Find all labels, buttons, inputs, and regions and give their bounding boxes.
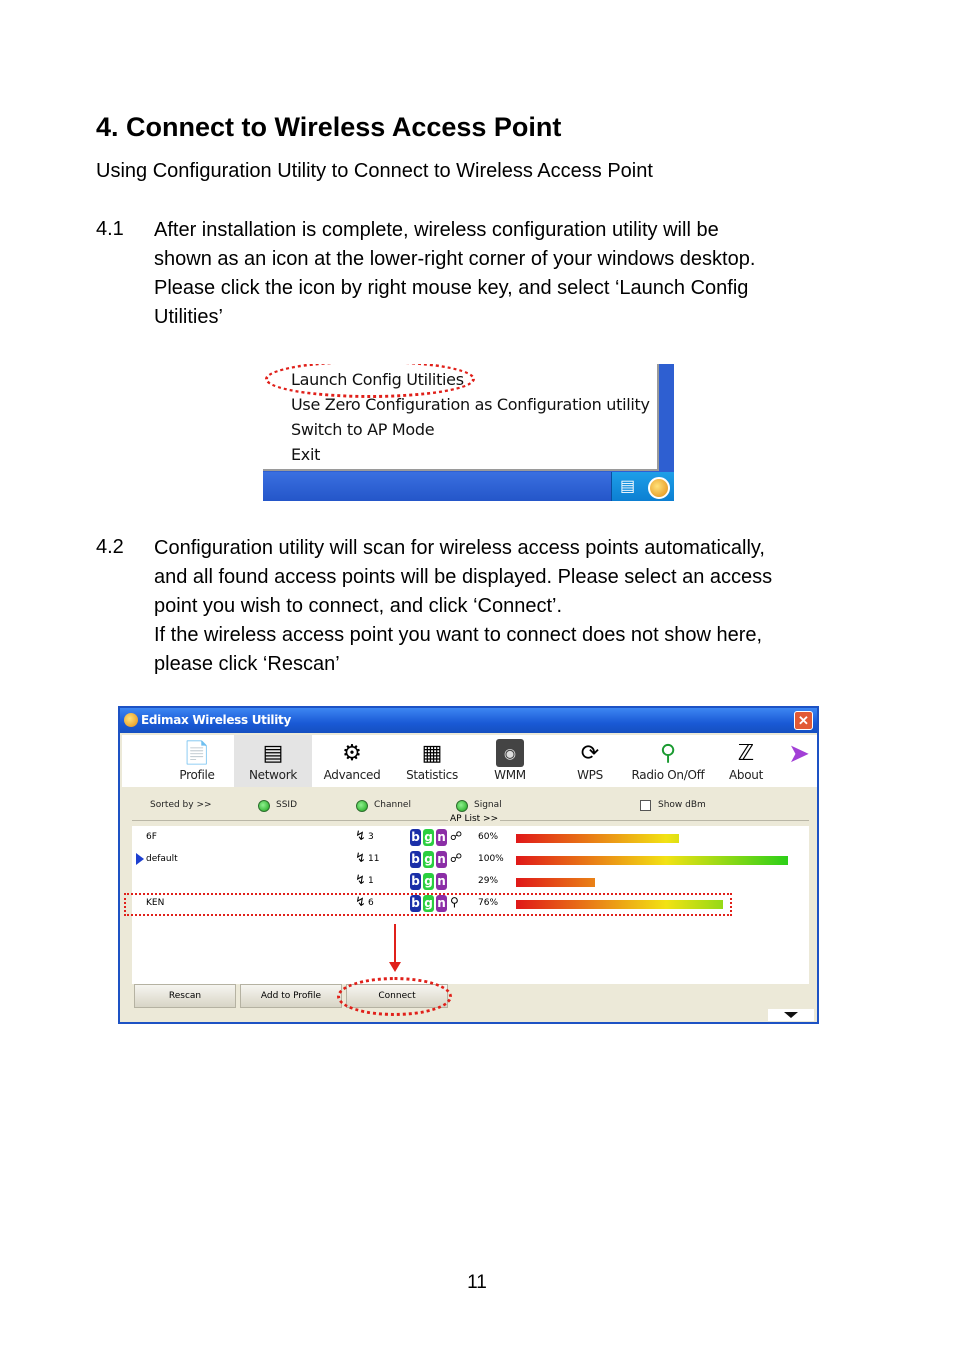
channel: 6 [368, 898, 374, 908]
step-line: After installation is complete, wireless configuration utility will be [154, 219, 719, 241]
mode-g-badge: g [424, 874, 433, 888]
sorted-by-label: Sorted by >> [150, 800, 212, 810]
highlight-selected-row [124, 893, 732, 916]
ssid: 6F [146, 832, 157, 842]
channel-icon: ↯ [355, 829, 366, 844]
network-icon: ▤ [262, 740, 284, 765]
ssid: KEN [146, 898, 165, 908]
step-line: and all found access points will be displayed. Please select an access [154, 566, 773, 588]
signal-percent: 60% [478, 832, 499, 842]
sort-signal-label: Signal [474, 800, 502, 810]
step-line: Utilities’ [154, 306, 223, 328]
step-line: please click ‘Rescan’ [154, 653, 340, 675]
signal-percent: 100% [478, 854, 504, 864]
signal-bar [516, 878, 595, 887]
mode-n-badge: n [437, 874, 446, 888]
tool-label: Network [248, 768, 297, 782]
page-number: 11 [467, 1272, 487, 1293]
tool-network[interactable] [234, 735, 312, 787]
mode-b-badge: b [411, 896, 420, 910]
step-line: point you wish to connect, and click ‘Connect’. [154, 595, 562, 617]
window-title: Edimax Wireless Utility [141, 713, 292, 727]
channel: 11 [368, 854, 380, 864]
channel-icon: ↯ [355, 851, 366, 866]
ap-list-label: AP List >> [450, 814, 499, 824]
title-bar [120, 708, 817, 733]
step-line: Please click the icon by right mouse key, and select ‘Launch Config [154, 277, 749, 299]
sort-signal-radio[interactable] [456, 800, 468, 812]
network-tray-icon[interactable]: ▤ [620, 478, 636, 495]
statistics-icon: ▦ [421, 740, 443, 765]
arrow-right-icon: ➤ [788, 738, 810, 768]
show-dbm-checkbox[interactable] [640, 800, 651, 811]
tool-advanced[interactable] [314, 735, 390, 787]
step-number: 4.1 [96, 218, 124, 240]
tool-label: About [729, 768, 763, 782]
tool-label: WPS [577, 768, 603, 782]
lock-icon: ☍ [450, 851, 463, 865]
list-item[interactable] [132, 828, 809, 846]
channel: 3 [368, 832, 374, 842]
menu-item-exit[interactable]: Exit [291, 445, 321, 464]
mode-b-badge: b [411, 874, 420, 888]
utility-tray-icon[interactable] [648, 477, 670, 499]
gears-icon: ⚙ [342, 740, 362, 765]
signal-bar [516, 834, 679, 843]
connect-button[interactable]: Connect [346, 984, 448, 1008]
highlight-connect-oval [337, 977, 452, 1016]
tool-label: WMM [494, 768, 526, 782]
lock-icon: ☍ [450, 829, 463, 843]
step-line: Configuration utility will scan for wireless access points automatically, [154, 537, 765, 559]
mode-g-badge: g [424, 896, 433, 910]
sort-channel-radio[interactable] [356, 800, 368, 812]
list-item[interactable] [132, 872, 809, 890]
tool-about[interactable] [714, 735, 778, 787]
tool-label: Profile [179, 768, 215, 782]
radio-icon: ⚲ [659, 740, 677, 765]
show-dbm-label: Show dBm [658, 800, 706, 810]
about-icon: ℤ [737, 740, 755, 765]
pointer-arrow-line [394, 924, 396, 966]
menu-item-ap-mode[interactable]: Switch to AP Mode [291, 420, 435, 439]
sort-ssid-radio[interactable] [258, 800, 270, 812]
signal-percent: 29% [478, 876, 499, 886]
qos-icon: ◉ [496, 739, 524, 767]
section-subtitle: Using Configuration Utility to Connect to Wireless Access Point [96, 160, 653, 182]
ssid: default [146, 854, 178, 864]
tool-radio[interactable] [626, 735, 710, 787]
pin-icon: ⚲ [450, 895, 459, 909]
mode-g-badge: g [424, 830, 433, 844]
step-text [154, 534, 854, 679]
add-to-profile-button[interactable]: Add to Profile [240, 984, 342, 1008]
step-line: If the wireless access point you want to connect does not show here, [154, 624, 763, 646]
tool-label: Statistics [406, 768, 458, 782]
mode-g-badge: g [424, 852, 433, 866]
expand-arrow-button[interactable] [768, 1009, 814, 1021]
step-text [154, 216, 854, 332]
signal-percent: 76% [478, 898, 499, 908]
context-menu-screenshot [263, 364, 674, 501]
tool-wps[interactable] [554, 735, 626, 787]
menu-item-launch-config[interactable]: Launch Config Utilities [291, 370, 464, 389]
toolbar [122, 735, 817, 787]
step-number: 4.2 [96, 536, 124, 558]
mode-b-badge: b [411, 830, 420, 844]
close-button[interactable]: ✕ [794, 711, 813, 730]
tool-statistics[interactable] [394, 735, 470, 787]
pointer-arrow-head [389, 962, 401, 972]
list-item[interactable] [132, 850, 809, 868]
tool-label: Advanced [323, 768, 381, 782]
mode-b-badge: b [411, 852, 420, 866]
sort-ssid-label: SSID [276, 800, 298, 810]
signal-bar [516, 856, 788, 865]
tool-label: Radio On/Off [631, 768, 705, 782]
rescan-button[interactable]: Rescan [134, 984, 236, 1008]
selected-arrow-icon [136, 853, 144, 865]
channel-icon: ↯ [355, 873, 366, 888]
step-line: shown as an icon at the lower-right corner of your windows desktop. [154, 248, 756, 270]
mode-n-badge: n [437, 830, 446, 844]
channel: 1 [368, 876, 374, 886]
channel-icon: ↯ [355, 895, 366, 910]
mode-n-badge: n [437, 852, 446, 866]
utility-window [118, 706, 819, 1024]
tool-wmm[interactable] [474, 735, 546, 787]
menu-item-zero-config[interactable]: Use Zero Configuration as Configuration utility [291, 395, 650, 414]
mode-n-badge: n [437, 896, 446, 910]
more-arrow-button[interactable] [782, 735, 816, 787]
tool-profile[interactable] [162, 735, 232, 787]
app-icon [124, 713, 138, 727]
wps-icon: ⟳ [580, 740, 600, 765]
sort-channel-label: Channel [374, 800, 411, 810]
sort-row [122, 794, 817, 816]
section-heading: 4. Connect to Wireless Access Point [96, 112, 562, 142]
profile-icon: 📄 [183, 740, 211, 765]
